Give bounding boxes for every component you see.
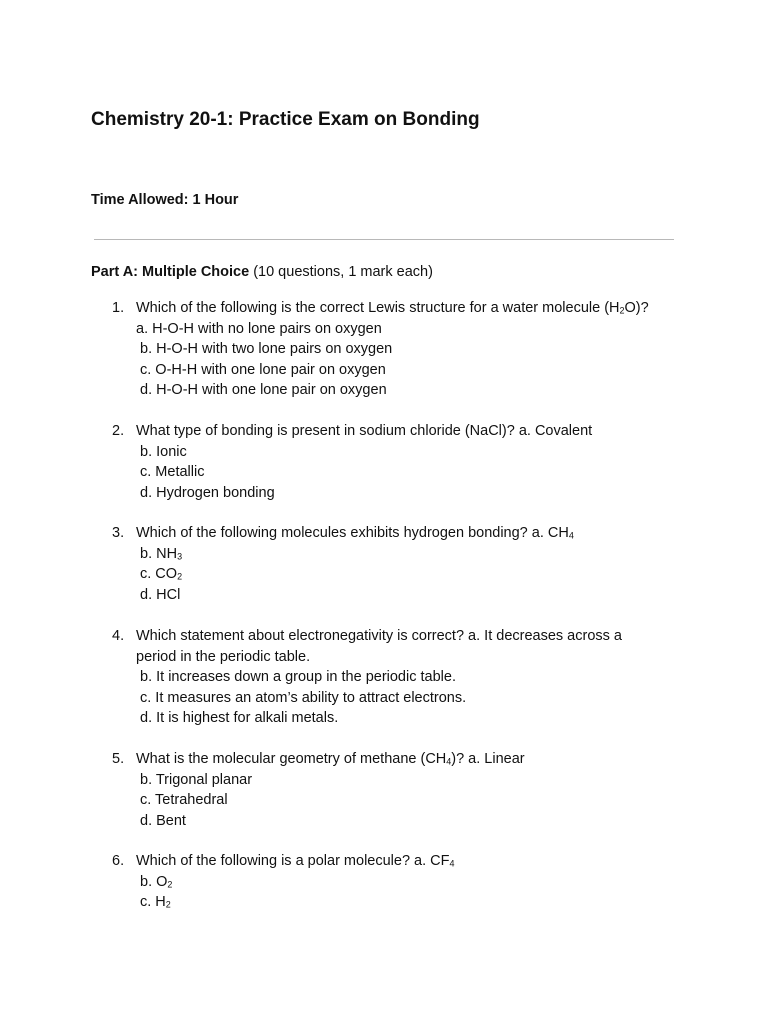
page-title: Chemistry 20-1: Practice Exam on Bonding [91, 109, 480, 130]
question-text: Which of the following molecules exhibits hydrogen bonding? a. $CH_4$ [136, 525, 574, 541]
answer-option: b. It increases down a group in the periodic table. [140, 669, 456, 685]
answer-option: c. $CO_2$ [140, 566, 183, 582]
question-number: 2. [112, 423, 125, 439]
answer-option: c. It measures an atom’s ability to attract electrons. [140, 689, 467, 706]
part-a-heading [91, 262, 433, 282]
answer-option: d. Hydrogen bonding [140, 484, 275, 501]
question-text: Which statement about electronegativity is correct? a. It decreases across a [136, 628, 622, 644]
question-text: Which of the following is a polar molecule? a. $CF_4$ [136, 853, 455, 869]
time-allowed: Time Allowed: 1 Hour [91, 192, 239, 208]
part-a-heading-details: (10 questions, 1 mark each) [249, 264, 433, 280]
question-number: 6. [112, 853, 125, 869]
answer-option: a. H-O-H with no lone pairs on oxygen [136, 320, 382, 337]
question-number: 3. [112, 525, 125, 541]
answer-option: c. O-H-H with one lone pair on oxygen [140, 361, 386, 378]
question-number: 5. [112, 751, 125, 767]
answer-option: b. $NH_3$ [140, 545, 183, 562]
answer-option: d. H-O-H with one lone pair on oxygen [140, 382, 387, 398]
question-number: 1. [112, 300, 125, 316]
answer-option: b. $O_2$ [140, 873, 173, 890]
question-number: 4. [112, 628, 125, 644]
answer-option: c. Tetrahedral [140, 792, 228, 808]
question-text: period in the periodic table. [136, 648, 311, 665]
section-divider [94, 239, 674, 240]
answer-option: c. Metallic [140, 464, 205, 480]
question-text: What type of bonding is present in sodium chloride (NaCl)? a. Covalent [136, 423, 593, 439]
answer-option: c. $H_2$ [140, 894, 171, 910]
part-a-heading-label: Part A: Multiple Choice [91, 264, 250, 280]
answer-option: d. Bent [140, 812, 186, 829]
answer-option: b. H-O-H with two lone pairs on oxygen [140, 341, 393, 357]
question-text: What is the molecular geometry of methane $(CH_4)$? a. Linear [136, 751, 525, 767]
question-text: Which of the following is the correct Lewis structure for a water molecule $(H_2O)$? [136, 300, 649, 316]
answer-option: d. It is highest for alkali metals. [140, 710, 339, 726]
answer-option: d. HCl [140, 586, 181, 603]
answer-option: b. Trigonal planar [140, 771, 253, 788]
answer-option: b. Ionic [140, 443, 187, 460]
